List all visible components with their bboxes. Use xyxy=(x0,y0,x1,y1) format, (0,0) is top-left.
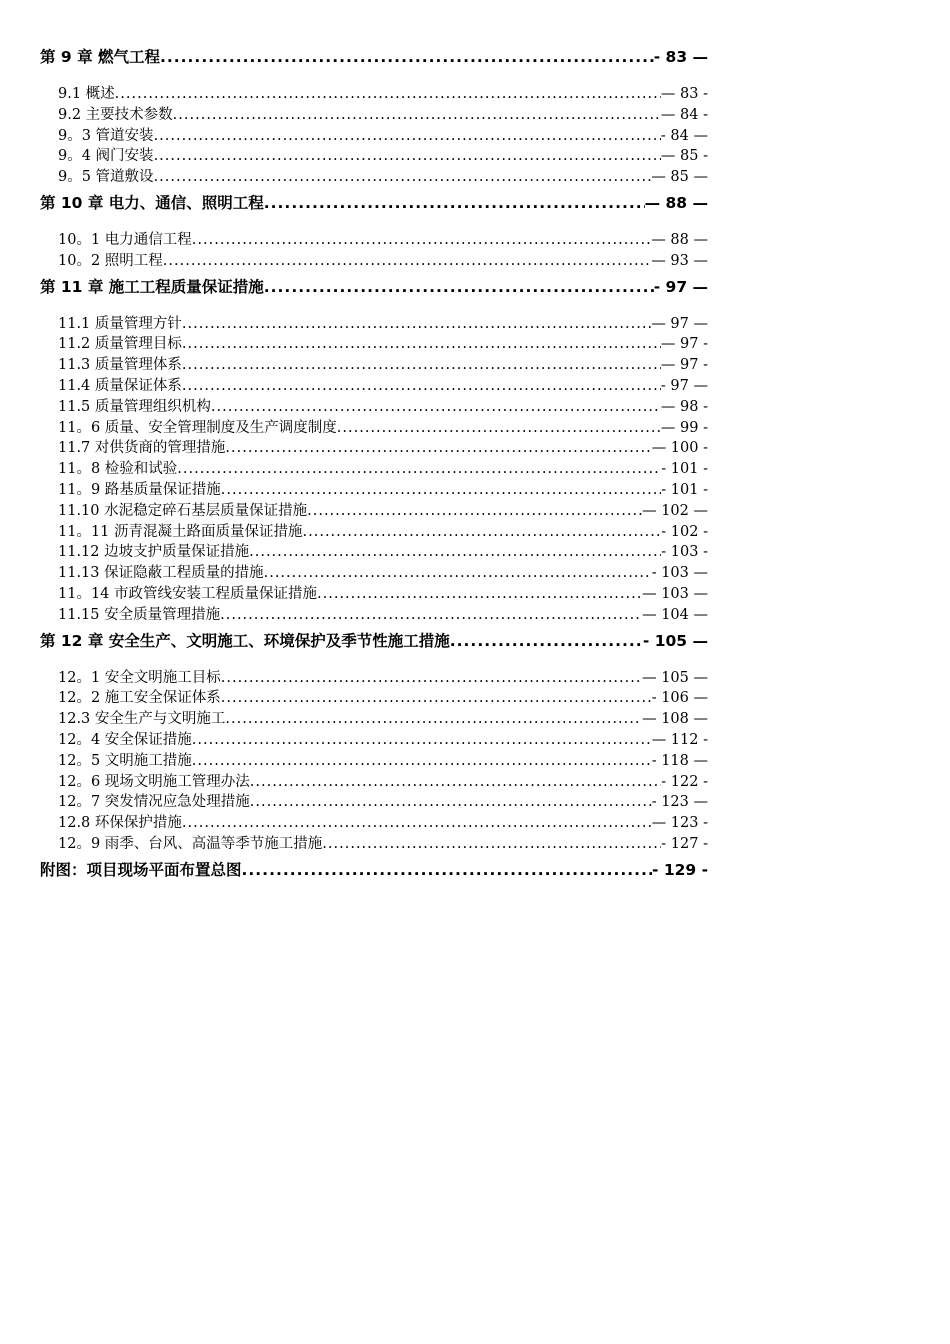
toc-entry-title: 12。2 施工安全保证体系 xyxy=(58,690,221,707)
toc-page-number: — 105 — xyxy=(642,669,708,686)
dot-leader xyxy=(225,709,642,730)
toc-entry-title: 12。7 突发情况应急处理措施 xyxy=(58,794,250,811)
toc-entry-title: 第 11 章 施工工程质量保证措施 xyxy=(40,277,264,296)
dot-leader xyxy=(211,397,661,418)
toc-entry-title: 10。2 照明工程 xyxy=(58,252,163,269)
toc-page-number: - 97 — xyxy=(660,377,708,394)
toc-page-number: — 97 - xyxy=(660,336,708,353)
dot-leader xyxy=(177,459,661,480)
dot-leader xyxy=(192,730,652,751)
dot-leader xyxy=(160,44,654,70)
toc-section-entry[interactable] xyxy=(40,542,708,563)
toc-section-entry[interactable] xyxy=(40,501,708,522)
toc-section-entry[interactable] xyxy=(40,126,708,147)
toc-page-number: — 98 - xyxy=(660,398,708,415)
toc-page-number: - 97 — xyxy=(653,277,708,296)
toc-entry-title: 11.1 质量管理方针 xyxy=(58,315,182,332)
toc-section-entry[interactable] xyxy=(40,438,708,459)
toc-page-number: - 83 — xyxy=(653,48,708,66)
toc-page-number: - 127 - xyxy=(661,835,708,852)
dot-leader xyxy=(264,274,654,300)
dot-leader xyxy=(337,418,661,439)
toc-entry-title: 9.2 主要技术参数 xyxy=(58,106,173,123)
toc-chapter-entry[interactable] xyxy=(40,44,708,70)
toc-entry-title: 9.1 概述 xyxy=(58,86,115,102)
toc-page-number: - 106 — xyxy=(651,690,708,707)
toc-chapter-entry[interactable] xyxy=(40,628,708,654)
toc-entry-title: 10。1 电力通信工程 xyxy=(58,231,192,248)
dot-leader xyxy=(163,251,652,272)
toc-entry-title: 12.3 安全生产与文明施工 xyxy=(58,711,226,728)
toc-section-entry[interactable] xyxy=(40,605,708,626)
toc-section-entry[interactable] xyxy=(40,105,708,126)
toc-section-entry[interactable] xyxy=(40,772,708,793)
toc-entry-title: 第 10 章 电力、通信、照明工程 xyxy=(40,193,264,212)
toc-page-number: - 101 - xyxy=(661,461,708,478)
toc-page-number: - 105 — xyxy=(642,631,708,650)
toc-chapter-entry[interactable] xyxy=(40,857,708,883)
toc-section-entry[interactable] xyxy=(40,355,708,376)
dot-leader xyxy=(182,813,652,834)
toc-page-number: — 83 - xyxy=(660,86,708,102)
toc-entry-title: 11.7 对供货商的管理措施 xyxy=(58,440,226,457)
dot-leader xyxy=(307,501,642,522)
dot-leader xyxy=(249,542,661,563)
toc-section-entry[interactable] xyxy=(40,709,708,730)
toc-section-entry[interactable] xyxy=(40,813,708,834)
toc-entry-title: 12。5 文明施工措施 xyxy=(58,752,192,769)
toc-page-number: — 104 — xyxy=(642,606,708,623)
dot-leader xyxy=(154,126,661,147)
dot-leader xyxy=(250,792,652,813)
toc-page-number: - 103 — xyxy=(651,565,708,582)
toc-page-number: — 99 - xyxy=(660,419,708,436)
toc-chapter-entry[interactable] xyxy=(40,190,708,216)
toc-section-entry[interactable] xyxy=(40,459,708,480)
dot-leader xyxy=(303,522,662,543)
toc-entry-title: 12。4 安全保证措施 xyxy=(58,731,192,748)
toc-entry-title: 9。4 阀门安装 xyxy=(58,148,154,165)
toc-page-number: - 123 — xyxy=(651,794,708,811)
toc-entry-title: 12。9 雨季、台风、高温等季节施工措施 xyxy=(58,835,323,852)
dot-leader xyxy=(264,563,652,584)
toc-section-entry[interactable] xyxy=(40,314,708,335)
dot-leader xyxy=(182,355,661,376)
toc-entry-title: 11.15 安全质量管理措施 xyxy=(58,606,221,623)
dot-leader xyxy=(322,834,661,855)
toc-entry-title: 11.4 质量保证体系 xyxy=(58,377,182,394)
toc-entry-title: 11。9 路基质量保证措施 xyxy=(58,481,221,498)
toc-section-entry[interactable] xyxy=(40,230,708,251)
toc-page-number: — 97 - xyxy=(660,357,708,374)
dot-leader xyxy=(220,605,642,626)
dot-leader xyxy=(182,314,651,335)
toc-section-entry[interactable] xyxy=(40,730,708,751)
dot-leader xyxy=(182,376,661,397)
toc-section-entry[interactable] xyxy=(40,563,708,584)
toc-page-number: - 103 - xyxy=(661,544,708,561)
toc-section-entry[interactable] xyxy=(40,397,708,418)
toc-entry-title: 11.5 质量管理组织机构 xyxy=(58,398,211,415)
toc-entry-title: 11。14 市政管线安装工程质量保证措施 xyxy=(58,585,318,602)
toc-entry-title: 11.13 保证隐蔽工程质量的措施 xyxy=(58,565,264,582)
dot-leader xyxy=(221,480,662,501)
toc-page-number: — 84 - xyxy=(660,106,708,123)
toc-section-entry[interactable] xyxy=(40,251,708,272)
toc-page-number: — 88 — xyxy=(651,231,708,248)
toc-section-entry[interactable] xyxy=(40,668,708,689)
toc-section-entry[interactable] xyxy=(40,84,708,105)
toc-entry-title: 12。6 现场文明施工管理办法 xyxy=(58,773,250,790)
dot-leader xyxy=(225,438,651,459)
toc-entry-title: 11。6 质量、安全管理制度及生产调度制度 xyxy=(58,419,337,436)
toc-section-entry[interactable] xyxy=(40,584,708,605)
toc-section-entry[interactable] xyxy=(40,334,708,355)
toc-page-number: — 100 - xyxy=(651,440,708,457)
dot-leader xyxy=(250,772,662,793)
toc-section-entry[interactable] xyxy=(40,792,708,813)
toc-entry-title: 12.8 环保保护措施 xyxy=(58,815,182,832)
dot-leader xyxy=(221,668,642,689)
toc-page-number: — 97 — xyxy=(651,315,708,332)
toc-section-entry[interactable] xyxy=(40,522,708,543)
dot-leader xyxy=(154,146,661,167)
toc-page-number: — 93 — xyxy=(651,252,708,269)
dot-leader xyxy=(264,190,645,216)
toc-entry-title: 第 9 章 燃气工程 xyxy=(40,48,160,66)
toc-page-number: - 118 — xyxy=(651,752,708,769)
table-of-contents xyxy=(40,44,708,883)
toc-entry-title: 附图：项目现场平面布置总图 xyxy=(40,860,242,879)
toc-page-number: — 85 - xyxy=(660,148,708,165)
toc-page-number: — 88 — xyxy=(644,193,708,212)
toc-entry-title: 12。1 安全文明施工目标 xyxy=(58,669,221,686)
toc-page-number: - 129 - xyxy=(651,860,708,879)
toc-entry-title: 11。11 沥青混凝土路面质量保证措施 xyxy=(58,523,303,540)
dot-leader xyxy=(192,751,652,772)
toc-page-number: - 122 - xyxy=(661,773,708,790)
dot-leader xyxy=(317,584,642,605)
dot-leader xyxy=(242,857,652,883)
toc-entry-title: 11.10 水泥稳定碎石基层质量保证措施 xyxy=(58,502,308,519)
toc-page-number: — 108 — xyxy=(642,711,708,728)
toc-entry-title: 11.2 质量管理目标 xyxy=(58,336,182,353)
toc-entry-title: 11。8 检验和试验 xyxy=(58,461,178,478)
toc-section-entry[interactable] xyxy=(40,688,708,709)
toc-page-number: - 102 - xyxy=(661,523,708,540)
toc-section-entry[interactable] xyxy=(40,418,708,439)
toc-page-number: - 84 — xyxy=(660,127,708,144)
dot-leader xyxy=(173,105,661,126)
toc-page-number: — 123 - xyxy=(651,815,708,832)
toc-page-number: — 85 — xyxy=(651,169,708,186)
toc-page-number: — 102 — xyxy=(642,502,708,519)
toc-section-entry[interactable] xyxy=(40,751,708,772)
toc-entry-title: 9。3 管道安装 xyxy=(58,127,154,144)
toc-chapter-entry[interactable] xyxy=(40,274,708,300)
toc-entry-title: 第 12 章 安全生产、文明施工、环境保护及季节性施工措施 xyxy=(40,631,450,650)
dot-leader xyxy=(221,688,652,709)
toc-page-number: - 101 - xyxy=(661,481,708,498)
toc-section-entry[interactable] xyxy=(40,834,708,855)
toc-section-entry[interactable] xyxy=(40,480,708,501)
toc-page-number: — 112 - xyxy=(651,731,708,748)
dot-leader xyxy=(450,628,643,654)
dot-leader xyxy=(154,167,652,188)
dot-leader xyxy=(115,84,661,105)
toc-section-entry[interactable] xyxy=(40,376,708,397)
toc-section-entry[interactable] xyxy=(40,146,708,167)
toc-section-entry[interactable] xyxy=(40,167,708,188)
toc-entry-title: 9。5 管道敷设 xyxy=(58,169,154,186)
toc-entry-title: 11.3 质量管理体系 xyxy=(58,357,182,374)
toc-entry-title: 11.12 边坡支护质量保证措施 xyxy=(58,544,250,561)
dot-leader xyxy=(192,230,652,251)
dot-leader xyxy=(182,334,661,355)
toc-page-number: — 103 — xyxy=(642,585,708,602)
